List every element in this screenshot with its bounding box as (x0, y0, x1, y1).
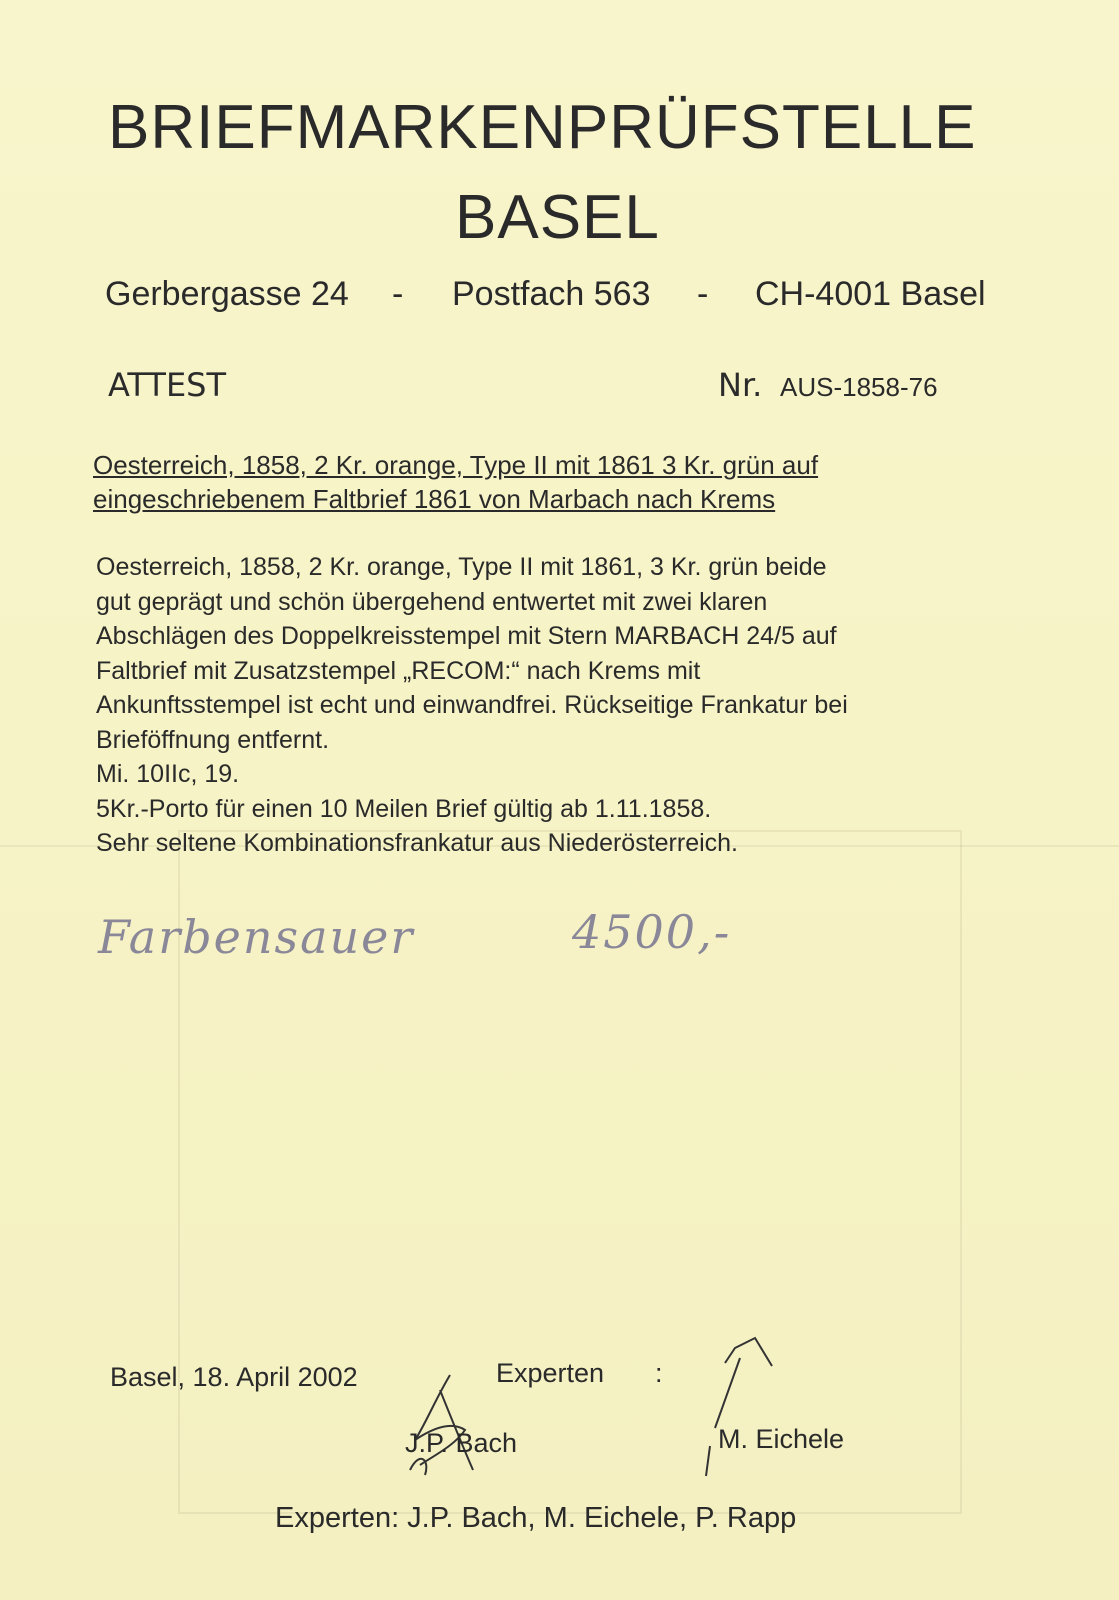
place-date: Basel, 18. April 2002 (110, 1362, 358, 1392)
address-street: Gerbergasse 24 (105, 275, 349, 313)
subject-line: Oesterreich, 1858, 2 Kr. orange, Type II mit 1861 3 Kr. grün auf (93, 450, 819, 480)
certificate-subject (93, 448, 993, 516)
expert-signature-1: J.P. Bach (405, 1428, 518, 1458)
footer-experts: Experten: J.P. Bach, M. Eichele, P. Rapp (275, 1502, 797, 1534)
body-line: gut geprägt und schön übergehend entwertet mit zwei klaren (96, 587, 768, 616)
body-line: Mi. 10IIc, 19. (96, 760, 240, 788)
signature-mark-bach (395, 1370, 495, 1480)
experts-label: Experten (496, 1358, 605, 1388)
address-city: CH-4001 Basel (755, 275, 986, 313)
address-separator: - (697, 275, 709, 313)
header-subtitle: BASEL (455, 183, 660, 252)
handwritten-note: Farbensauer (98, 910, 415, 964)
address-separator: - (392, 275, 404, 313)
body-line: 5Kr.-Porto für einen 10 Meilen Brief gültig ab 1.11.1858. (96, 794, 712, 823)
handwritten-value: 4500,- (572, 905, 732, 959)
certificate-number: AUS-1858-76 (780, 372, 938, 402)
header-title: BRIEFMARKENPRÜFSTELLE (108, 93, 977, 162)
subject-line: eingeschriebenem Faltbrief 1861 von Marbach nach Krems (93, 484, 776, 514)
address-postbox: Postfach 563 (452, 275, 651, 313)
certificate-label: ATTEST (108, 366, 227, 404)
body-line: Abschlägen des Doppelkreisstempel mit Stern MARBACH 24/5 auf (96, 622, 837, 650)
experts-colon: : (655, 1358, 663, 1388)
body-line: Brieföffnung entfernt. (96, 725, 330, 754)
certificate-number-label: Nr. (718, 366, 763, 404)
body-line: Faltbrief mit Zusatzstempel „RECOM:“ nach Krems mit (96, 656, 701, 685)
expert-signature-2: M. Eichele (718, 1424, 845, 1454)
certificate-body (96, 550, 1016, 861)
body-line: Sehr seltene Kombinationsfrankatur aus Niederösterreich. (96, 829, 739, 857)
body-line: Oesterreich, 1858, 2 Kr. orange, Type II mit 1861, 3 Kr. grün beide (96, 553, 827, 581)
body-line: Ankunftsstempel ist echt und einwandfrei. Rückseitige Frankatur bei (96, 691, 848, 719)
